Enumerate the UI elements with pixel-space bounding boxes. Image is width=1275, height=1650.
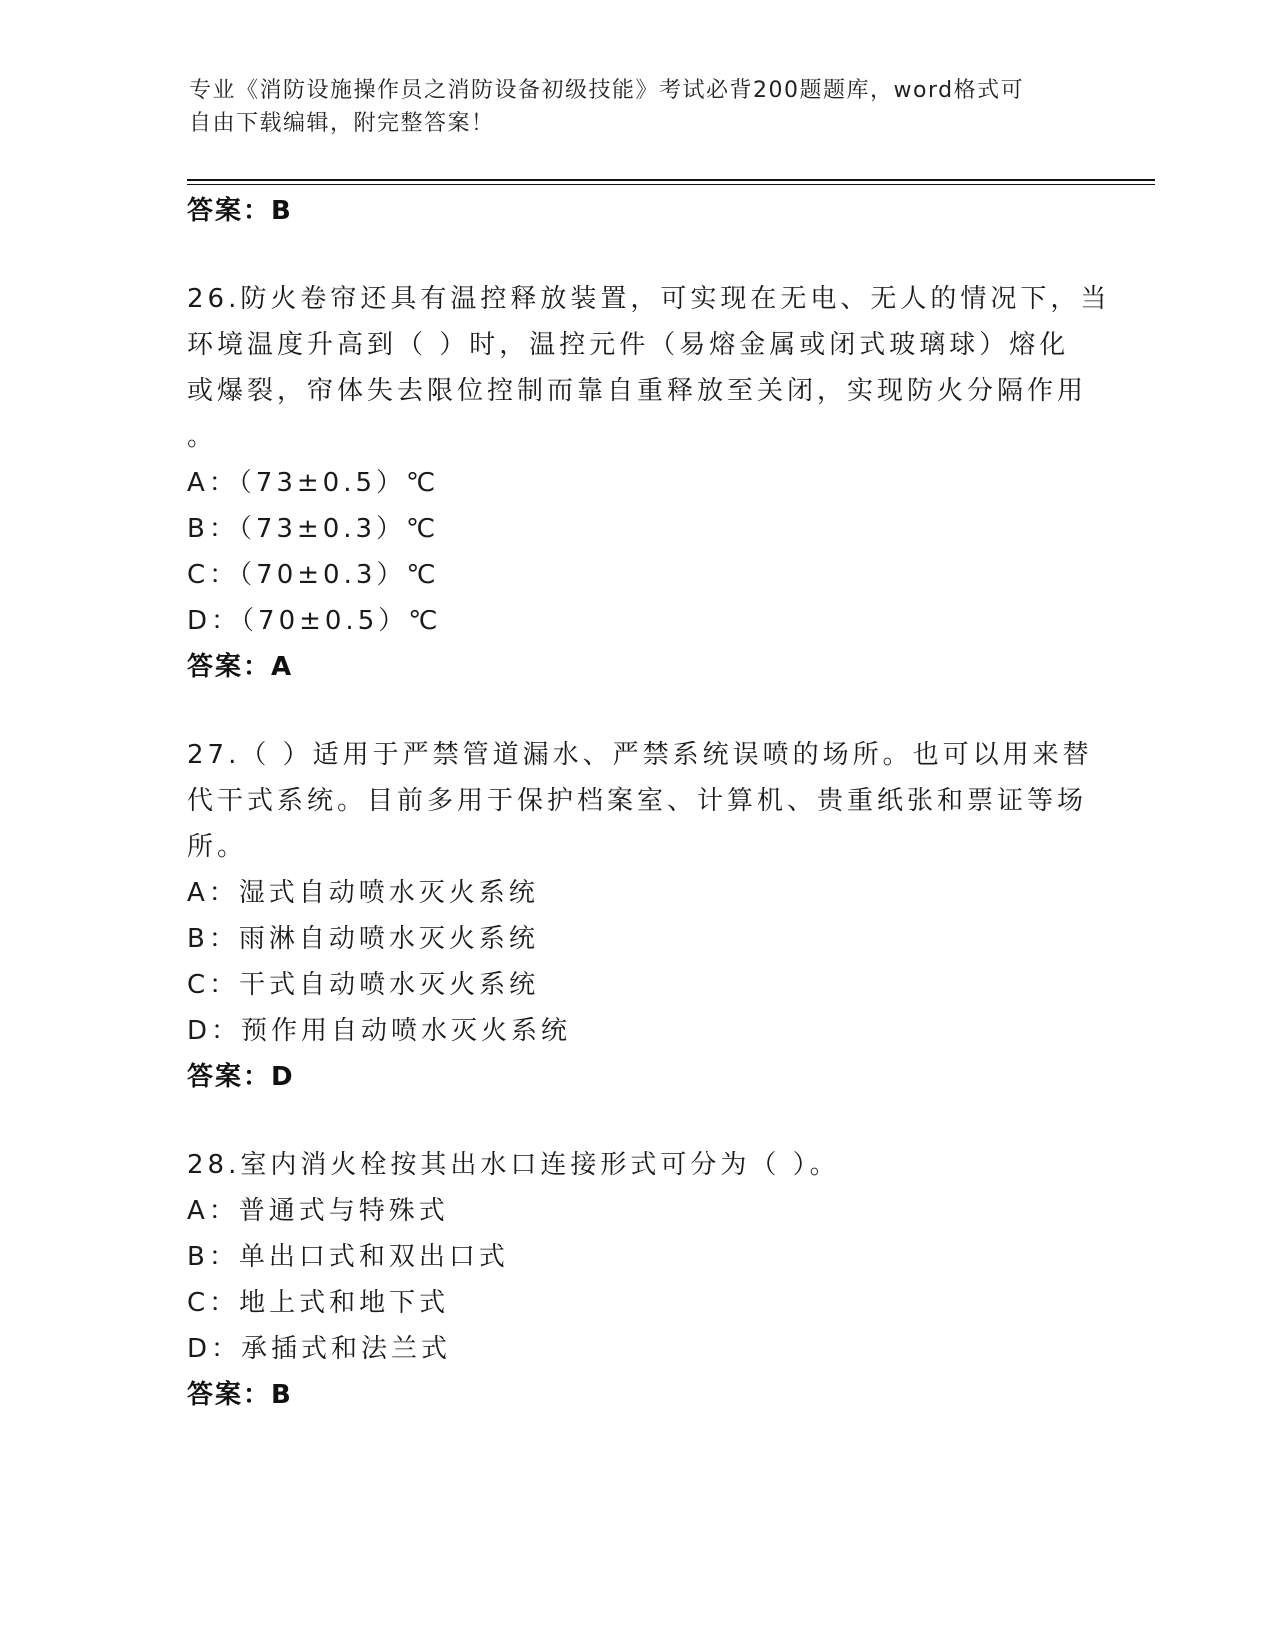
option-d: D：承插式和法兰式 (187, 1334, 452, 1364)
question-stem-line: 。 (187, 422, 218, 452)
header-divider-thick (187, 179, 1155, 181)
option-b: B：雨淋自动喷水灭火系统 (187, 924, 539, 954)
answer-line: 答案：D (187, 1062, 295, 1092)
question-block (187, 1142, 1087, 1418)
document-body (187, 188, 1111, 1418)
question-stem-line: 环境温度升高到（ ）时，温控元件（易熔金属或闭式玻璃球）熔化 (187, 330, 1070, 360)
question-block (187, 732, 1093, 1100)
page-header (189, 74, 1069, 140)
header-divider-thin (187, 184, 1155, 185)
spacer (187, 1100, 1087, 1142)
option-a: A：（73±0.5）℃ (187, 468, 440, 498)
spacer (187, 234, 1087, 276)
header-line-1: 专业《消防设施操作员之消防设备初级技能》考试必背200题题库，word格式可 (189, 78, 1025, 103)
option-a: A：湿式自动喷水灭火系统 (187, 878, 539, 908)
option-b: B：单出口式和双出口式 (187, 1242, 509, 1272)
question-stem-line: 28.室内消火栓按其出水口连接形式可分为（ ）。 (187, 1150, 840, 1180)
question-block (187, 276, 1111, 690)
question-stem-line: 代干式系统。目前多用于保护档案室、计算机、贵重纸张和票证等场 (187, 786, 1088, 816)
option-a: A：普通式与特殊式 (187, 1196, 449, 1226)
answer-line: 答案：A (187, 652, 294, 682)
question-stem-line: 所。 (187, 832, 248, 862)
spacer (187, 690, 1087, 732)
header-line-2: 自由下载编辑，附完整答案！ (189, 111, 495, 136)
previous-answer: 答案：B (187, 196, 293, 226)
question-stem-line: 26.防火卷帘还具有温控释放装置，可实现在无电、无人的情况下，当 (187, 284, 1111, 314)
option-d: D：（70±0.5）℃ (187, 606, 442, 636)
option-b: B：（73±0.3）℃ (187, 514, 440, 544)
option-c: C：地上式和地下式 (187, 1288, 450, 1318)
answer-line: 答案：B (187, 1380, 293, 1410)
option-c: C：干式自动喷水灭火系统 (187, 970, 540, 1000)
question-stem-line: 或爆裂，帘体失去限位控制而靠自重释放至关闭，实现防火分隔作用 (187, 376, 1088, 406)
option-c: C：（70±0.3）℃ (187, 560, 440, 590)
question-stem-line: 27.（ ）适用于严禁管道漏水、严禁系统误喷的场所。也可以用来替 (187, 740, 1093, 770)
option-d: D：预作用自动喷水灭火系统 (187, 1016, 572, 1046)
